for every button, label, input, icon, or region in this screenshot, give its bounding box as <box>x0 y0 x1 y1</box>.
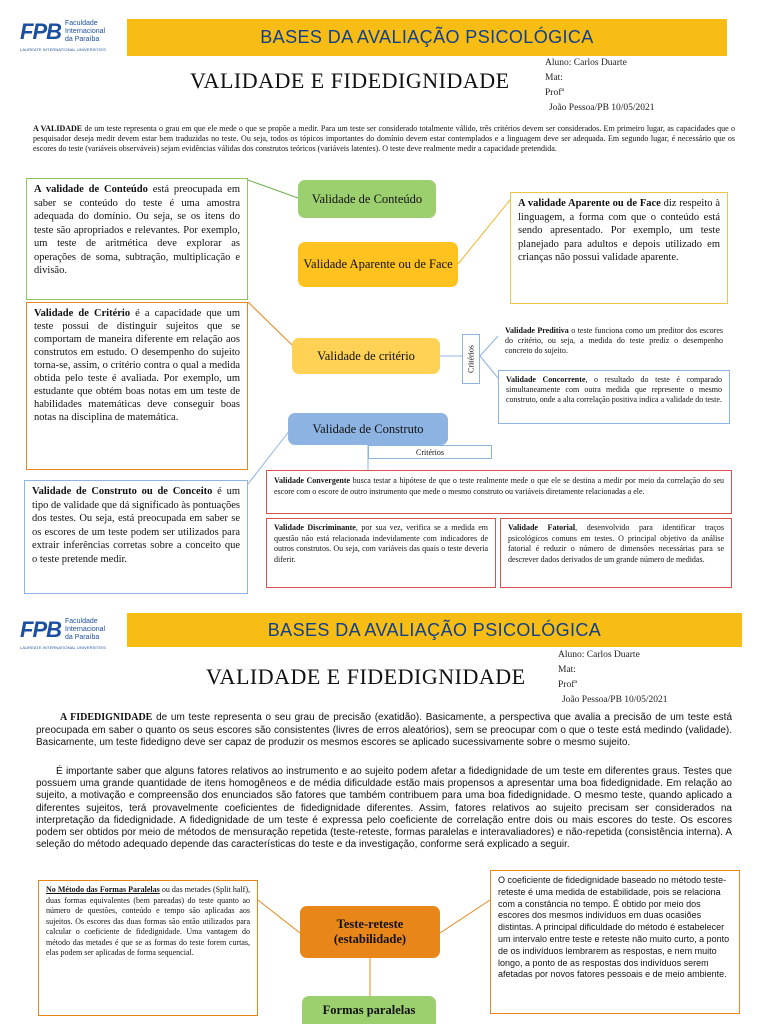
pill-teste-reteste: Teste-reteste (estabilidade) <box>300 906 440 958</box>
logo-name-2 <box>65 618 105 642</box>
box-fatorial-text: , desenvolvido para identificar traços psicológicos comuns em testes. O principal objetivo da análise fatorial é reduzir o número de dimensões necessárias para se descrever dados derivados de um grande número de medidas. <box>508 523 724 564</box>
box-convergente-text: busca testar a hipótese de que o teste realmente mede o que ele se destina a medir por meio da correlação do seu escore com o escore de outro instrumento que mede o mesmo construto ou variáveis diretamente relacionadas a ele. <box>274 476 724 496</box>
professor: Profª <box>545 88 564 98</box>
logo-name-line-1: Faculdade <box>65 20 98 27</box>
box-discriminante-text: , por sua vez, verifica se a medida em questão não está relacionada indevidamente com indicadores de outros construtos. Ou seja, com variáveis das quais o teste deveria diferir. <box>274 523 489 564</box>
banner-title-2: BASES DA AVALIAÇÃO PSICOLÓGICA <box>127 613 742 647</box>
page-title-2: VALIDADE E FIDEDIGNIDADE <box>206 664 526 689</box>
box-conteudo <box>26 178 248 300</box>
box-preditiva <box>498 322 730 364</box>
page-title: VALIDADE E FIDEDIGNIDADE <box>190 68 510 93</box>
pill-formas-paralelas: Formas paralelas <box>302 996 436 1024</box>
place-date-2: João Pessoa/PB 10/05/2021 <box>562 695 668 705</box>
box-criterio-lead: Validade de Critério <box>34 308 131 319</box>
logo-name-line-3: da Paraíba <box>65 36 100 43</box>
logo-name-2-line-3: da Paraíba <box>65 634 100 641</box>
fidedignidade-intro <box>36 712 732 750</box>
box-aparente-text: diz respeito à linguagem, a forma com que o conteúdo está sendo apresentado. Por exemplo, um teste planejado para adultos e depois utilizado em crianças não possui validade aparente. <box>518 198 720 263</box>
box-concorrente-text: , o resultado do teste é comparado simultaneamente com outra medida que represente o mesmo construto, onde a alta correlação positiva indica a validade do teste. <box>506 375 722 404</box>
student-mat: Mat: <box>545 73 563 83</box>
box-fatorial-lead: Validade Fatorial <box>508 523 576 532</box>
box-formas-paralelas <box>38 880 258 1016</box>
box-construto <box>24 480 248 594</box>
logo-name-2-line-2: Internacional <box>65 626 106 633</box>
pill-validade-aparente: Validade Aparente ou de Face <box>298 242 458 287</box>
student-meta <box>545 56 745 116</box>
fidedignidade-paragraph-2: É importante saber que alguns fatores relativos ao instrumento e ao sujeito podem afetar a fidedignidade de um teste em diferentes graus. Testes que possuem uma grande quantidade de itens homogêneos e de média dificuldade estão mais propensos a apresentar uma boa fidedignidade. Em relação ao sujeito, a motivação e compreensão dos enunciados são fatores que também contribuem para uma boa fidedignidade. O mesmo teste, quando aplicado a diferentes sujeitos, terá provavelmente coeficientes de fidedignidade diferentes. Assim, fatores relativos ao sujeito precisam ser considerados na interpretação da fidedignidade. A fidedignidade de um teste é expressa pelo coeficiente de correlação entre dois ou mais escores do teste. Os escores podem ser obtidos por meio de métodos de mensuração repetida (teste-reteste, formas paralelas e interavaliadores) e não-repetida (consistência interna). A seleção do método adequado depende das características do teste e da investigação, conforme será explicado a seguir. <box>36 766 732 851</box>
fpb-logo-2 <box>20 617 105 643</box>
validade-intro-lead: A VALIDADE <box>33 124 83 133</box>
box-conteudo-lead: A validade de Conteúdo <box>34 184 148 195</box>
student-name: Aluno: Carlos Duarte <box>545 58 627 68</box>
logo-mark: FPB <box>20 19 61 44</box>
box-criterio <box>26 302 248 470</box>
box-aparente <box>510 192 728 304</box>
pill-validade-construto: Validade de Construto <box>288 413 448 445</box>
student-mat-2: Mat: <box>558 665 576 675</box>
pill-validade-criterio: Validade de critério <box>292 338 440 374</box>
tag-criterios-horizontal: Critérios <box>368 445 492 459</box>
box-preditiva-text: o teste funciona como um preditor dos escores do critério, ou seja, a medida do teste prediz o desempenho concreto do sujeito. <box>505 326 724 355</box>
banner-title: BASES DA AVALIAÇÃO PSICOLÓGICA <box>127 19 727 56</box>
box-construto-text: é um tipo de validade que dá significado às pontuações dos testes. Ou seja, está preocupada em saber se os escores de um teste podem ser utilizados para extrair inferências corretas sobre a conceito que o teste pretende medir. <box>32 486 241 565</box>
box-discriminante-lead: Validade Discriminante <box>274 523 356 532</box>
logo-name-2-line-1: Faculdade <box>65 618 98 625</box>
box-conteudo-text: está preocupada em saber se conteúdo do teste é uma amostra adequada do domínio. Ou seja, se os itens do teste são apropriados e relevantes. Por exemplo, um teste de aritmética deve explorar as operações de soma, subtração, multiplicação e divisão. <box>34 184 241 276</box>
box-teste-reteste: O coeficiente de fidedignidade baseado no método teste-reteste é uma medida de estabilidade, pois se relaciona com a constância no tempo. É obtido por meio dos escores dos mesmos indivíduos em duas ocasiões distintas. A principal dificuldade do método é estabelecer um intervalo entre teste e reteste não muito curto, a ponto de os indivíduos lembrarem as respostas, e nem muito longo, a ponto de as respostas dos indivíduos serem afetadas por novos fatores pessoais e de meio ambiente. <box>490 870 740 1014</box>
box-discriminante <box>266 518 496 588</box>
student-name-2: Aluno: Carlos Duarte <box>558 650 640 660</box>
box-aparente-lead: A validade Aparente ou de Face <box>518 198 661 209</box>
box-paralelas-text: ou das metades (Split half), duas formas equivalentes (bem pareadas) do teste quanto ao número de questões, conteúdo e tempo são aplicadas aos sujeitos. Os escores das duas formas são então utilizados para calcular o coeficiente de fidedignidade. Uma vantagem do método das metades é que se as formas do teste forem curtas, elas podem ser aplicadas de forma sequencial. <box>46 885 250 957</box>
tag-criterios-vertical: Critérios <box>462 334 480 384</box>
box-concorrente-lead: Validade Concorrente <box>506 375 586 384</box>
pill-validade-conteudo: Validade de Conteúdo <box>298 180 436 218</box>
logo-name <box>65 20 105 44</box>
box-concorrente <box>498 370 730 424</box>
logo-mark-2: FPB <box>20 617 61 642</box>
validade-intro <box>33 124 735 154</box>
validade-intro-text: de um teste representa o grau em que ele mede o que se propõe a medir. Para um teste ser considerado totalmente válido, três critérios devem ser considerados. Em primeiro lugar, as capacidades que o pesquisador deseja medir devem estar bem traduzidas no teste. Ou seja, todos os tópicos importantes do domínio devem estar contemplados e a linguagem deve ser adequada. Em segundo lugar, é necessário que os escores do teste (variáveis observáveis) sejam evidências válidas dos construtos teóricos (variáveis latentes). O teste deve realmente medir a capacidade pretendida. <box>33 124 735 153</box>
box-criterio-text: é a capacidade que um teste possui de distinguir sujeitos que se comportam de maneira diferente em relação aos construtos em estudo. O desempenho do sujeito torna-se, assim, o critério contra o qual a medida obtida pelo teste é avaliada. Por exemplo, um estudante que obtém boas notas em um teste de habilidades matemáticas deve conseguir boas notas na disciplina de matemática. <box>34 308 240 423</box>
logo-name-line-2: Internacional <box>65 28 106 35</box>
fpb-logo <box>20 19 105 45</box>
fidedignidade-text: de um teste representa o seu grau de precisão (exatidão). Basicamente, a perspectiva que avalia a precisão de um teste está preocupada em saber o quanto os seus escores são consistentes (livres de erros aleatórios), sem se preocupar com o que o teste está medindo (validade). Basicamente, um teste fidedigno deve ser capaz de produzir os mesmos escores se aplicado sucessivamente sobre o mesmo sujeito. <box>36 712 733 748</box>
place-date: João Pessoa/PB 10/05/2021 <box>549 103 655 113</box>
student-meta-2 <box>558 648 758 708</box>
box-convergente <box>266 470 732 514</box>
logo-subtitle: LAUREATE INTERNATIONAL UNIVERSITIES <box>20 47 106 52</box>
box-convergente-lead: Validade Convergente <box>274 476 351 485</box>
box-preditiva-lead: Validade Preditiva <box>505 326 569 335</box>
logo-subtitle-2: LAUREATE INTERNATIONAL UNIVERSITIES <box>20 645 106 650</box>
professor-2: Profª <box>558 680 577 690</box>
box-construto-lead: Validade de Construto ou de Conceito <box>32 486 213 497</box>
box-paralelas-lead: No Método das Formas Paralelas <box>46 885 160 894</box>
fidedignidade-lead: A FIDEDIGNIDADE <box>60 712 153 723</box>
box-fatorial <box>500 518 732 588</box>
